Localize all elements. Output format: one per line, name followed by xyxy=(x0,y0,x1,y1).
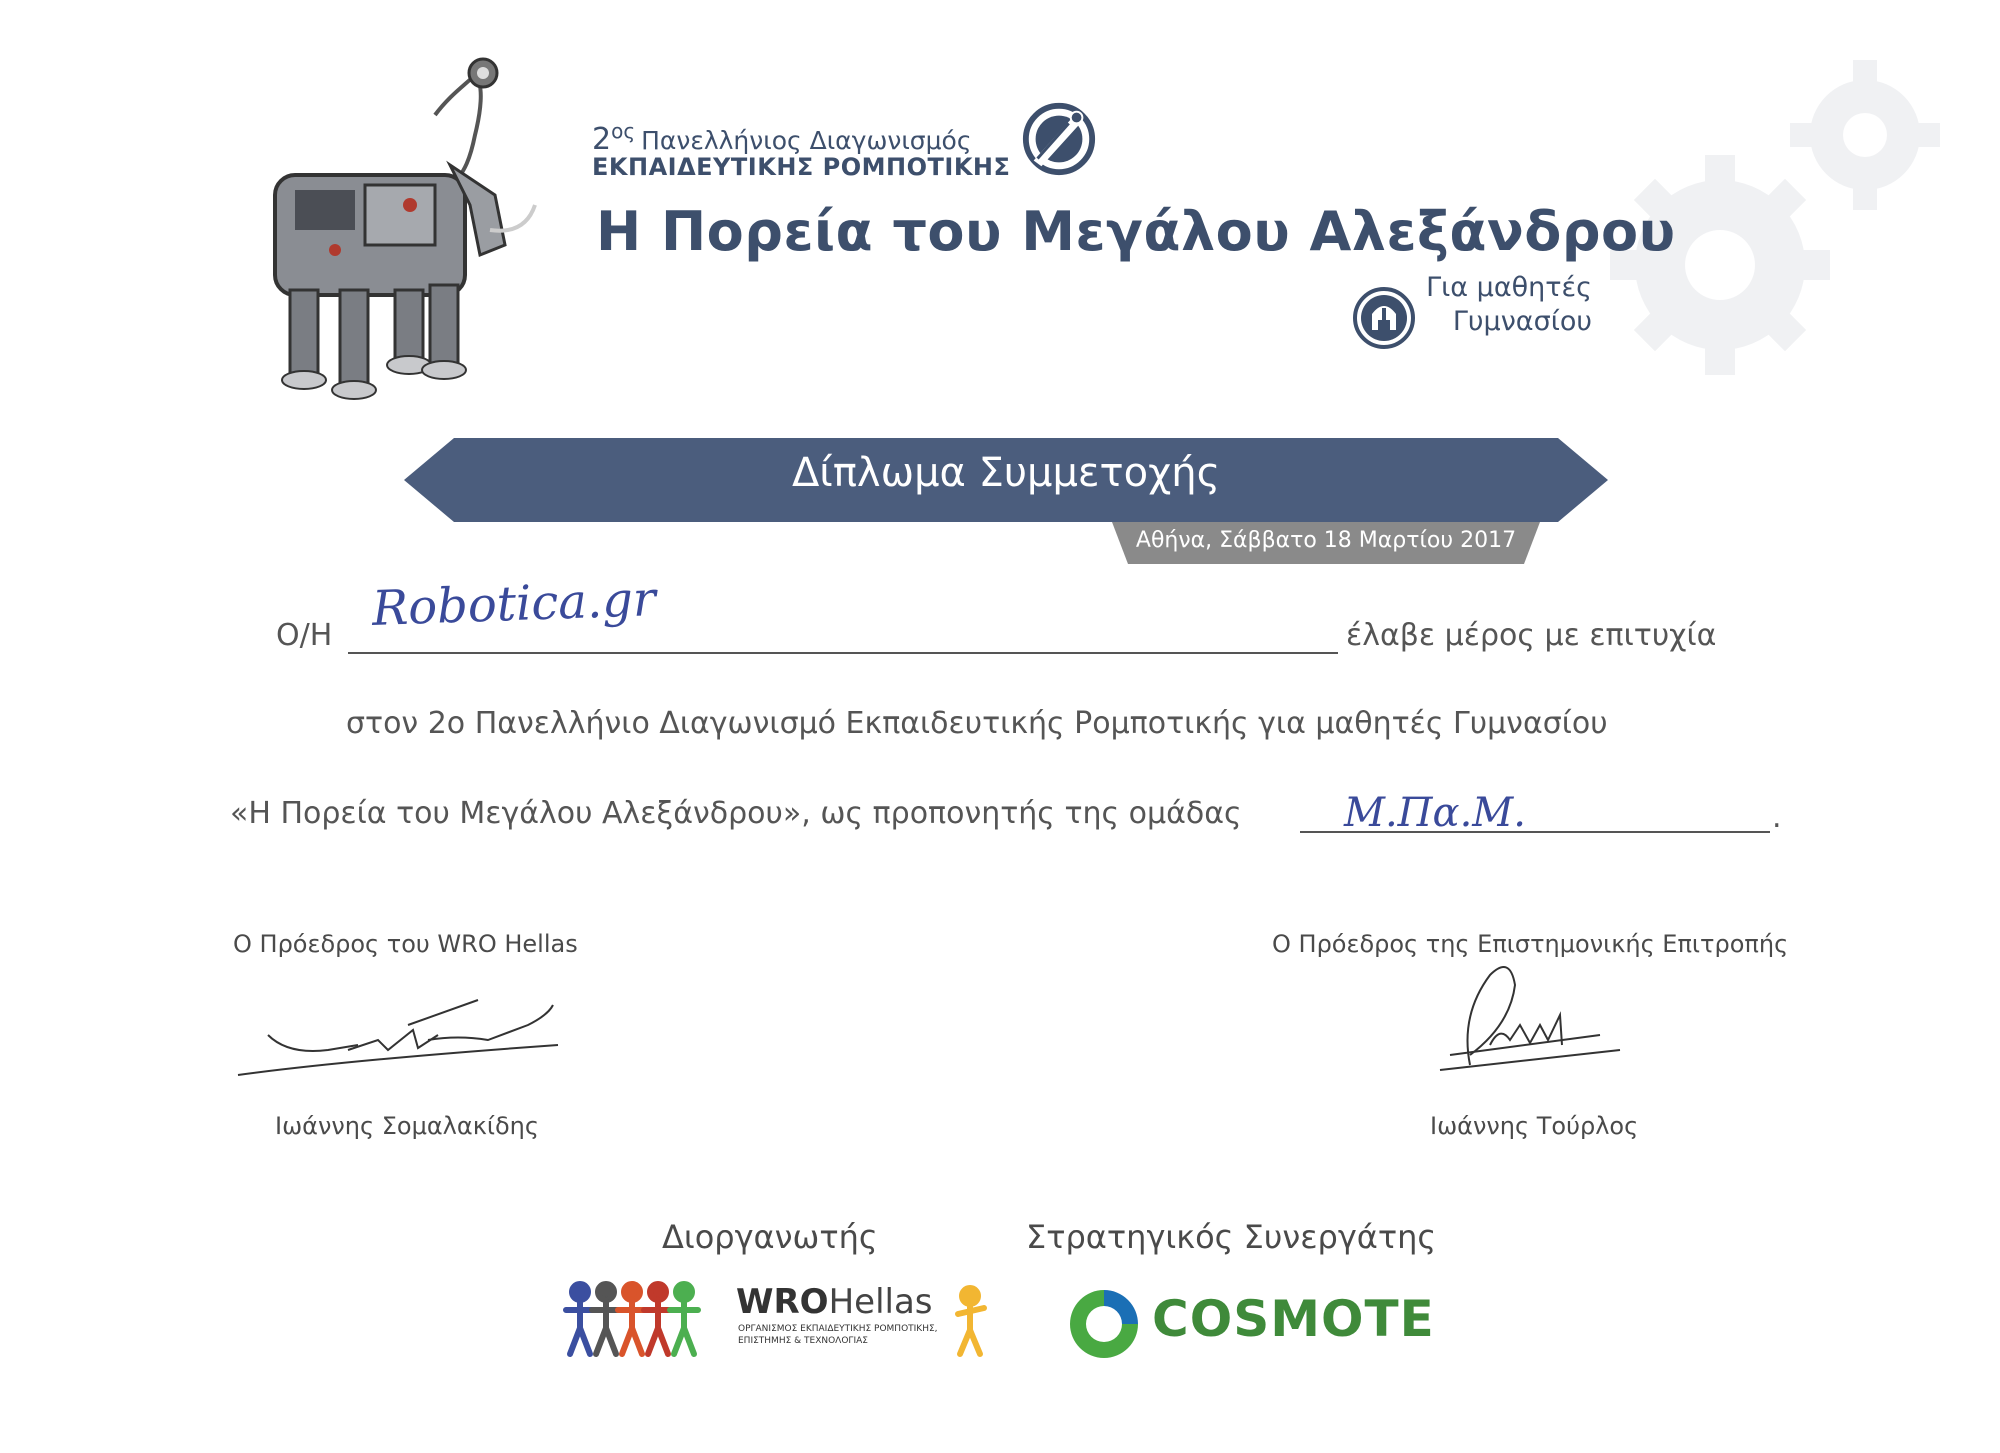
audience-line-1: Για μαθητές xyxy=(1426,272,1592,303)
edition-suffix: ος xyxy=(611,119,636,143)
main-title: Η Πορεία του Μεγάλου Αλεξάνδρου xyxy=(596,200,1676,263)
team-name-handwritten: Μ.Πα.Μ. xyxy=(1344,790,1526,836)
audience-line-2: Γυμνασίου xyxy=(1452,306,1592,337)
left-signatory-title: Ο Πρόεδρος του WRO Hellas xyxy=(233,930,578,958)
right-signature xyxy=(1430,955,1630,1085)
edition-text: Πανελλήνιος Διαγωνισμός xyxy=(641,126,972,155)
edition-number: 2 xyxy=(592,122,612,157)
cosmote-swirl-icon xyxy=(1064,1284,1144,1364)
wro-tagline-1: ΟΡΓΑΝΙΣΜΟΣ ΕΚΠΑΙΔΕΥΤΙΚΗΣ ΡΟΜΠΟΤΙΚΗΣ, xyxy=(738,1324,938,1334)
body-line-3: «Η Πορεία του Μεγάλου Αλεξάνδρου», ως προπονητής της ομάδας xyxy=(230,796,1242,831)
recipient-prefix: Ο/Η xyxy=(276,618,333,653)
organizer-label: Διοργανωτής xyxy=(662,1218,878,1256)
body-line-2: στον 2ο Πανελλήνιο Διαγωνισμό Εκπαιδευτικής Ρομποτικής για μαθητές Γυμνασίου xyxy=(346,706,1608,741)
wro-logo-text xyxy=(736,1282,933,1322)
wro-logo-light: Hellas xyxy=(828,1282,933,1322)
wro-tagline-2: ΕΠΙΣΤΗΜΗΣ & ΤΕΧΝΟΛΟΓΙΑΣ xyxy=(738,1336,868,1346)
helmet-icon xyxy=(1352,286,1416,350)
left-signature xyxy=(228,980,568,1090)
recipient-name-handwritten: Robotica.gr xyxy=(371,571,657,637)
left-signatory-name: Ιωάννης Σομαλακίδης xyxy=(275,1112,539,1140)
line-3-period: . xyxy=(1772,800,1782,835)
recipient-fill-line xyxy=(348,652,1338,654)
date-text: Αθήνα, Σάββατο 18 Μαρτίου 2017 xyxy=(1135,528,1517,553)
recipient-suffix: έλαβε μέρος με επιτυχία xyxy=(1346,618,1717,653)
diploma-title: Δίπλωμα Συμμετοχής xyxy=(791,450,1221,496)
edition-line xyxy=(592,119,972,157)
compass-icon xyxy=(1020,100,1098,178)
partner-label: Στρατηγικός Συνεργάτης xyxy=(1026,1218,1437,1256)
competition-subtitle: ΕΚΠΑΙΔΕΥΤΙΚΗΣ ΡΟΜΠΟΤΙΚΗΣ xyxy=(592,153,1011,181)
cosmote-logo-text: COSMOTE xyxy=(1152,1290,1435,1348)
wro-logo-bold: WRO xyxy=(736,1282,829,1322)
right-signatory-title: Ο Πρόεδρος της Επιστημονικής Επιτροπής xyxy=(1272,930,1789,958)
right-signatory-name: Ιωάννης Τούρλος xyxy=(1430,1112,1639,1140)
elephant-robot-illustration xyxy=(235,55,555,415)
